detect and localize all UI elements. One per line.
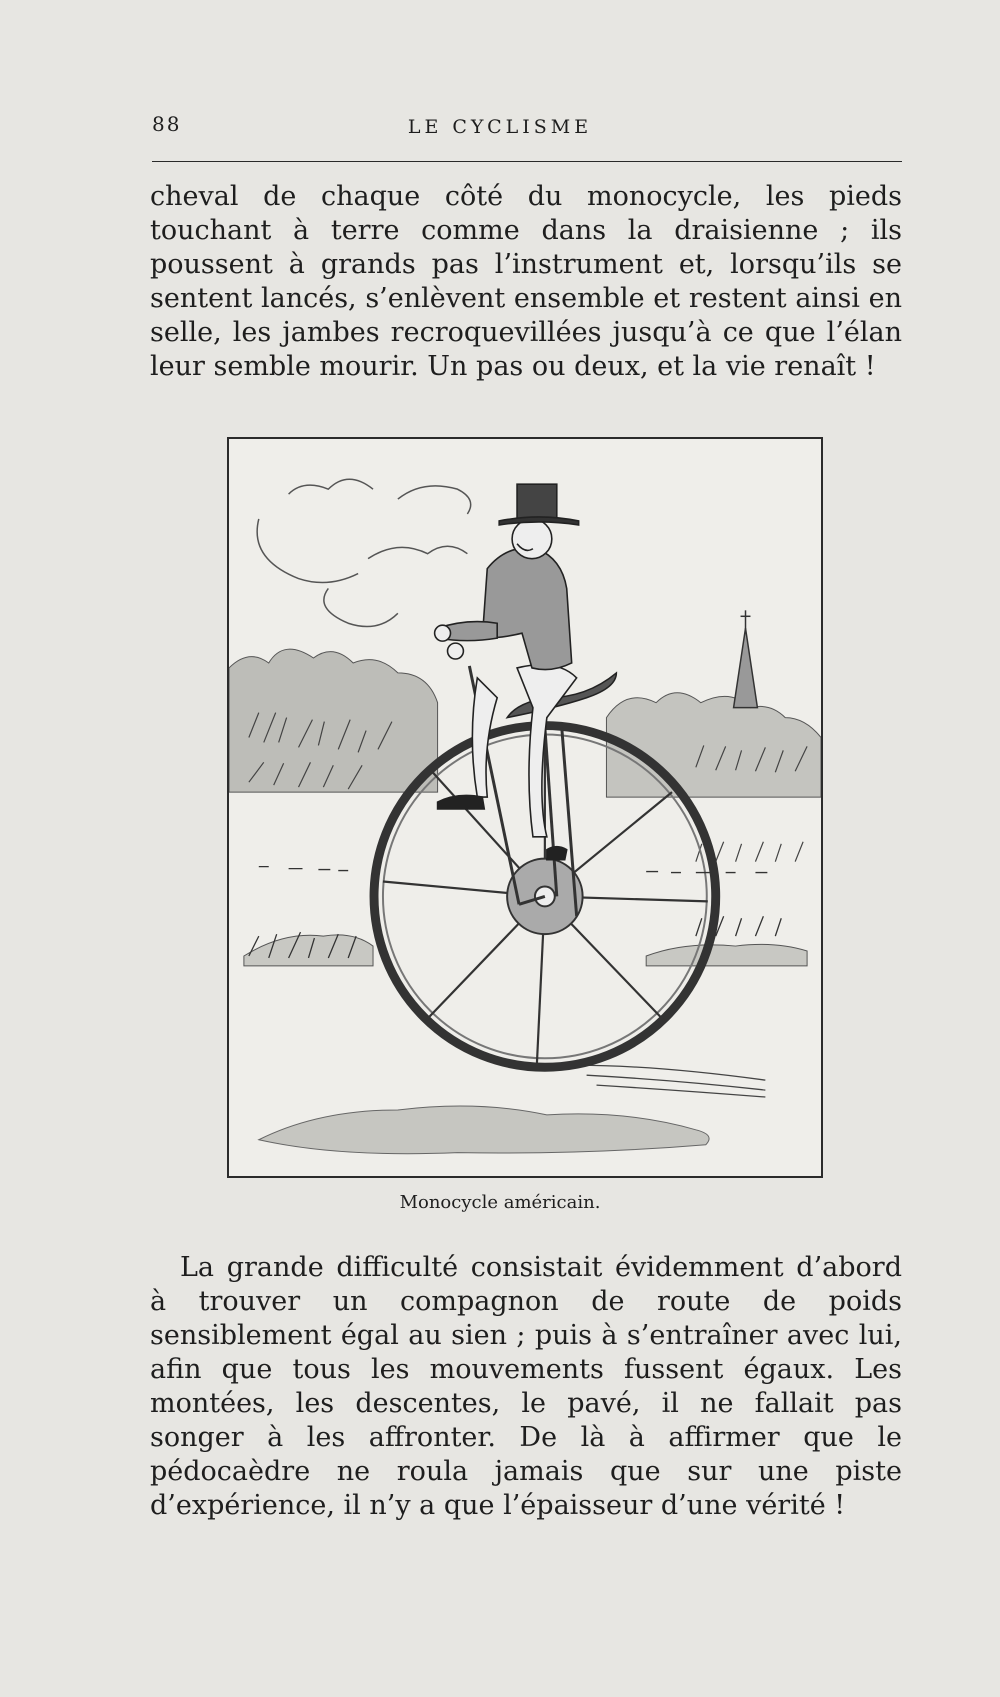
header-rule (152, 161, 902, 162)
trees-right (606, 693, 821, 797)
trees-left (229, 649, 438, 792)
ground-band (244, 935, 807, 966)
page-number: 88 (152, 112, 182, 136)
shadow-lines (577, 1065, 766, 1097)
shadow-ground (259, 1106, 709, 1154)
monocycle-engraving (229, 439, 821, 1176)
rider (435, 484, 579, 859)
paragraph-2: La grande difficulté consistait évidemment d’abord à trouver un compagnon de route de poids sensiblement égal au sien ; puis à s’entraîner avec lui, afin que tous les mouvements fussent égaux. Les montées, les descentes, le pavé, il ne fallait pas songer à les affronter. De là à affirmer que le pédocaèdre ne roula jamais que sur une piste d’expérience, il n’y a que l’épaisseur d’une vérité ! (150, 1252, 902, 1521)
figure-caption: Monocycle américain. (399, 1192, 601, 1213)
running-title: LE CYCLISME (407, 116, 593, 138)
church-steeple (734, 610, 758, 707)
figure-illustration (227, 437, 823, 1178)
paragraph-1: cheval de chaque côté du monocycle, les pieds touchant à terre comme dans la draisienne ; ils poussent à grands pas l’instrument et, lorsqu’ils se sentent lancés, s’enlèvent ensemble et restent ainsi en selle, les jambes recroquevillées jusqu’à ce que l’élan leur semble mourir. Un pas ou deux, et la vie renaît ! (150, 181, 902, 382)
clouds (257, 479, 471, 626)
